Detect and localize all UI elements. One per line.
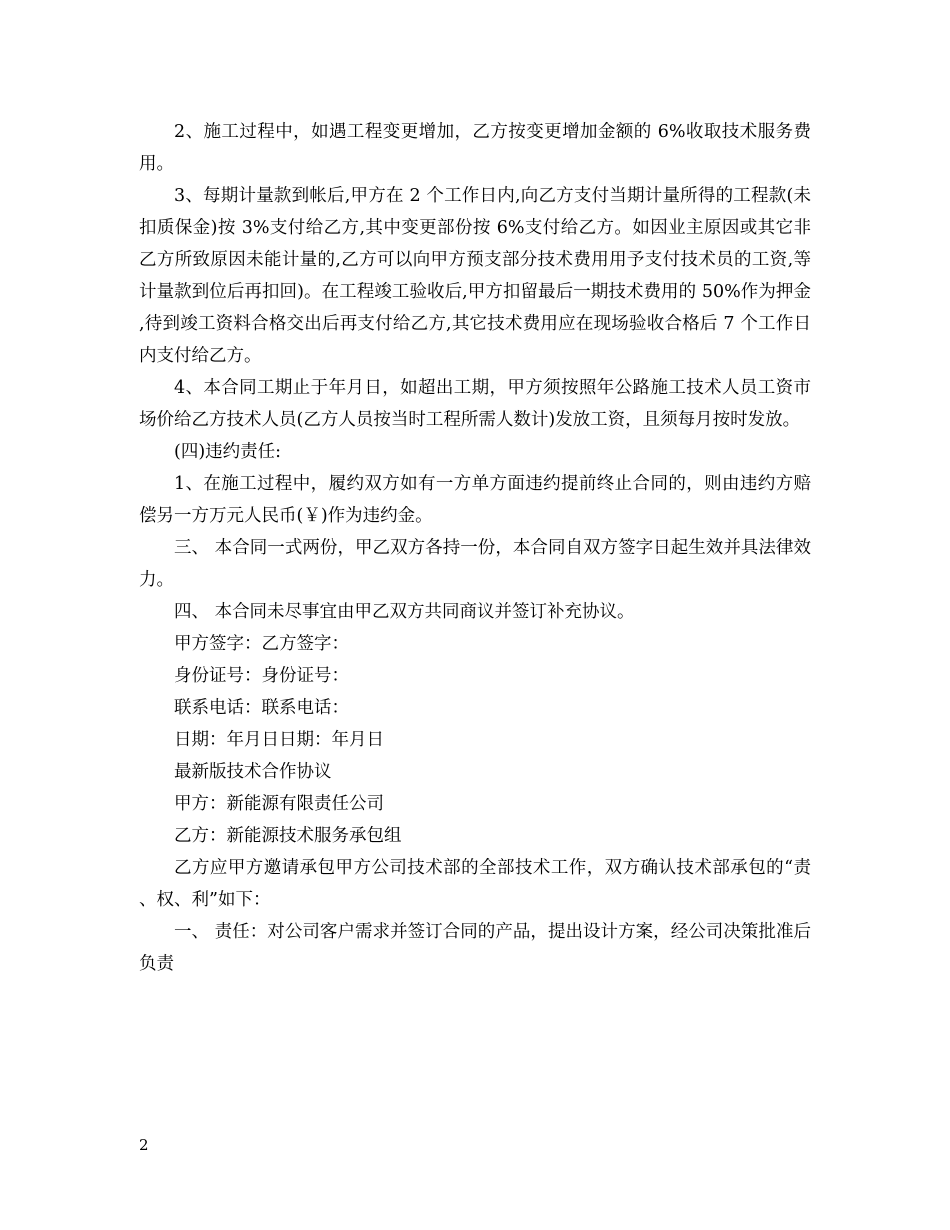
clause-2-tech-fee: 2、施工过程中，如遇工程变更增加，乙方按变更增加金额的 6%收取技术服务费用。: [139, 122, 811, 174]
clause-breach-1: 1、在施工过程中，履约双方如有一方单方面违约提前终止合同的，则由违约方赔偿另一方万元人民币(￥)作为违约金。: [139, 474, 811, 526]
date-line: 日期：年月日日期：年月日: [174, 730, 384, 750]
clause-three-copies: 三、 本合同一式两份，甲乙双方各持一份，本合同自双方签字日起生效并具法律效力。: [139, 538, 811, 590]
id-number-line: 身份证号：身份证号：: [174, 666, 349, 686]
phone-line: 联系电话：联系电话：: [174, 698, 349, 718]
section-breach-heading: (四)违约责任:: [174, 442, 282, 462]
signature-line: 甲方签字：乙方签字：: [174, 634, 349, 654]
clause-four-supplement: 四、 本合同未尽事宜由甲乙双方共同商议并签订补充协议。: [174, 602, 635, 622]
party-b-line: 乙方：新能源技术服务承包组: [174, 826, 402, 846]
page-number: 2: [139, 1136, 149, 1154]
document-body: [139, 116, 811, 980]
clause-one-responsibility: 一、 责任：对公司客户需求并签订合同的产品，提出设计方案，经公司决策批准后负责: [139, 922, 811, 974]
agreement-title: 最新版技术合作协议: [174, 762, 332, 782]
clause-3-payment: 3、每期计量款到帐后,甲方在 2 个工作日内,向乙方支付当期计量所得的工程款(未扣质保金)按 3%支付给乙方,其中变更部份按 6%支付给乙方。如因业主原因或其它非乙方所致原因未能计量的,乙方可以向甲方预支部分技术费用用予支付技术员的工资,等计量款到位后再扣回)。在工程竣工验收后,甲方扣留最后一期技术费用的 50%作为押金,待到竣工资料合格交出后再支付给乙方,其它技术费用应在现场验收合格后 7 个工作日内支付给乙方。: [139, 186, 811, 366]
party-a-line: 甲方：新能源有限责任公司: [174, 794, 384, 814]
intro-paragraph: 乙方应甲方邀请承包甲方公司技术部的全部技术工作，双方确认技术部承包的“责、权、利”如下：: [139, 858, 811, 910]
clause-4-duration: 4、本合同工期止于年月日，如超出工期，甲方须按照年公路施工技术人员工资市场价给乙方技术人员(乙方人员按当时工程所需人数计)发放工资，且须每月按时发放。: [139, 378, 811, 430]
